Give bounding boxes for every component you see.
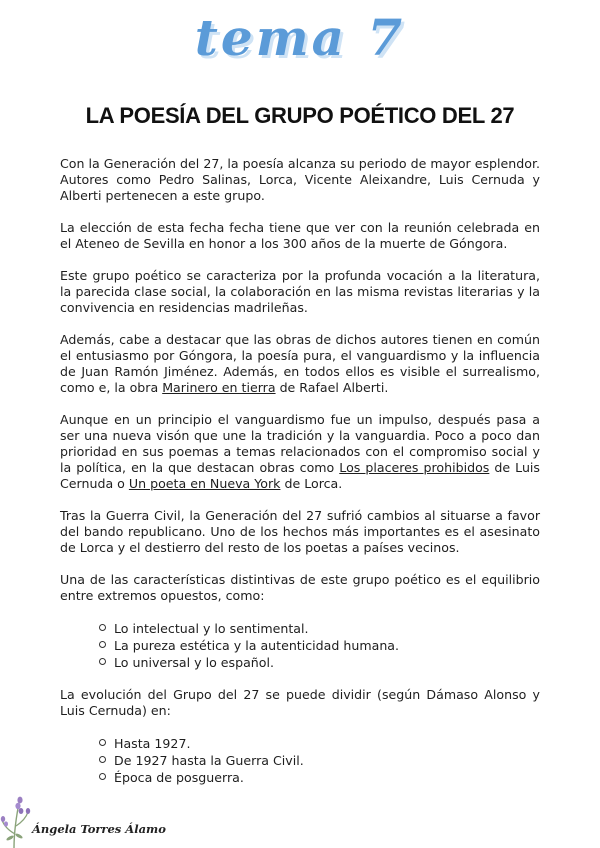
list-item: Lo intelectual y lo sentimental. xyxy=(114,620,540,637)
page-title: LA POESÍA DEL GRUPO POÉTICO DEL 27 xyxy=(85,103,515,128)
list-item: De 1927 hasta la Guerra Civil. xyxy=(114,752,540,769)
paragraph-balance: Una de las características distintivas de este grupo poético es el equilibrio entre extremos opuestos, como: xyxy=(60,572,540,603)
author-signature: Ángela Torres Álamo xyxy=(32,822,166,836)
list-item: Época de posguerra. xyxy=(114,769,540,786)
work-title-marinero: Marinero en tierra xyxy=(162,380,276,395)
text-segment: Además, cabe a destacar que las obras de dichos autores tienen en común el entusiasmo por Góngora, la poesía pura, el vanguardismo y la influencia de Juan Ramón Jiménez. Además, en todos ellos es visible el surrealismo, como e, la obra xyxy=(60,332,540,395)
work-title-placeres: Los placeres prohibidos xyxy=(339,460,490,475)
paragraph-evolution: La evolución del Grupo del 27 se puede dividir (según Dámaso Alonso y Luis Cernuda) en: xyxy=(60,687,540,718)
text-segment: de Rafael Alberti. xyxy=(275,380,389,395)
paragraph-vanguard xyxy=(60,412,540,492)
paragraph-characteristics: Este grupo poético se caracteriza por la profunda vocación a la literatura, la parecida clase social, la colaboración en las misma revistas literarias y la convivencia en residencias madrileñas. xyxy=(60,268,540,315)
evolution-list xyxy=(60,735,540,786)
paragraph-influences xyxy=(60,332,540,396)
paragraph-intro: Con la Generación del 27, la poesía alcanza su periodo de mayor esplendor. Autores como Pedro Salinas, Lorca, Vicente Aleixandre, Luis Cernuda y Alberti pertenecen a este grupo. xyxy=(60,156,540,203)
text-segment: de Lorca. xyxy=(280,476,343,491)
list-item: Lo universal y lo español. xyxy=(114,654,540,671)
document-body xyxy=(60,156,540,802)
work-title-poeta-nueva-york: Un poeta en Nueva York xyxy=(128,476,281,491)
list-item: Hasta 1927. xyxy=(114,735,540,752)
text-segment: Aunque en un principio el vanguardismo fue un impulso, después pasa a ser una nueva visón que une la tradición y la vanguardia. Poco a poco dan prioridad en sus poemas a temas relacionados con el compromiso social y la política, en la que destacan obras como xyxy=(60,412,540,475)
tema-heading: tema 7 xyxy=(194,8,406,67)
paragraph-civil-war: Tras la Guerra Civil, la Generación del 27 sufrió cambios al situarse a favor del bando republicano. Uno de los hechos más importantes es el asesinato de Lorca y el destierro del resto de los poetas a países vecinos. xyxy=(60,508,540,555)
text-segment: de Luis Cernuda o xyxy=(60,460,540,491)
balance-list xyxy=(60,620,540,671)
paragraph-date-choice: La elección de esta fecha fecha tiene que ver con la reunión celebrada en el Ateneo de Sevilla en honor a los 300 años de la muerte de Góngora. xyxy=(60,220,540,251)
lavender-sprig-icon xyxy=(0,792,34,848)
list-item: La pureza estética y la autenticidad humana. xyxy=(114,637,540,654)
